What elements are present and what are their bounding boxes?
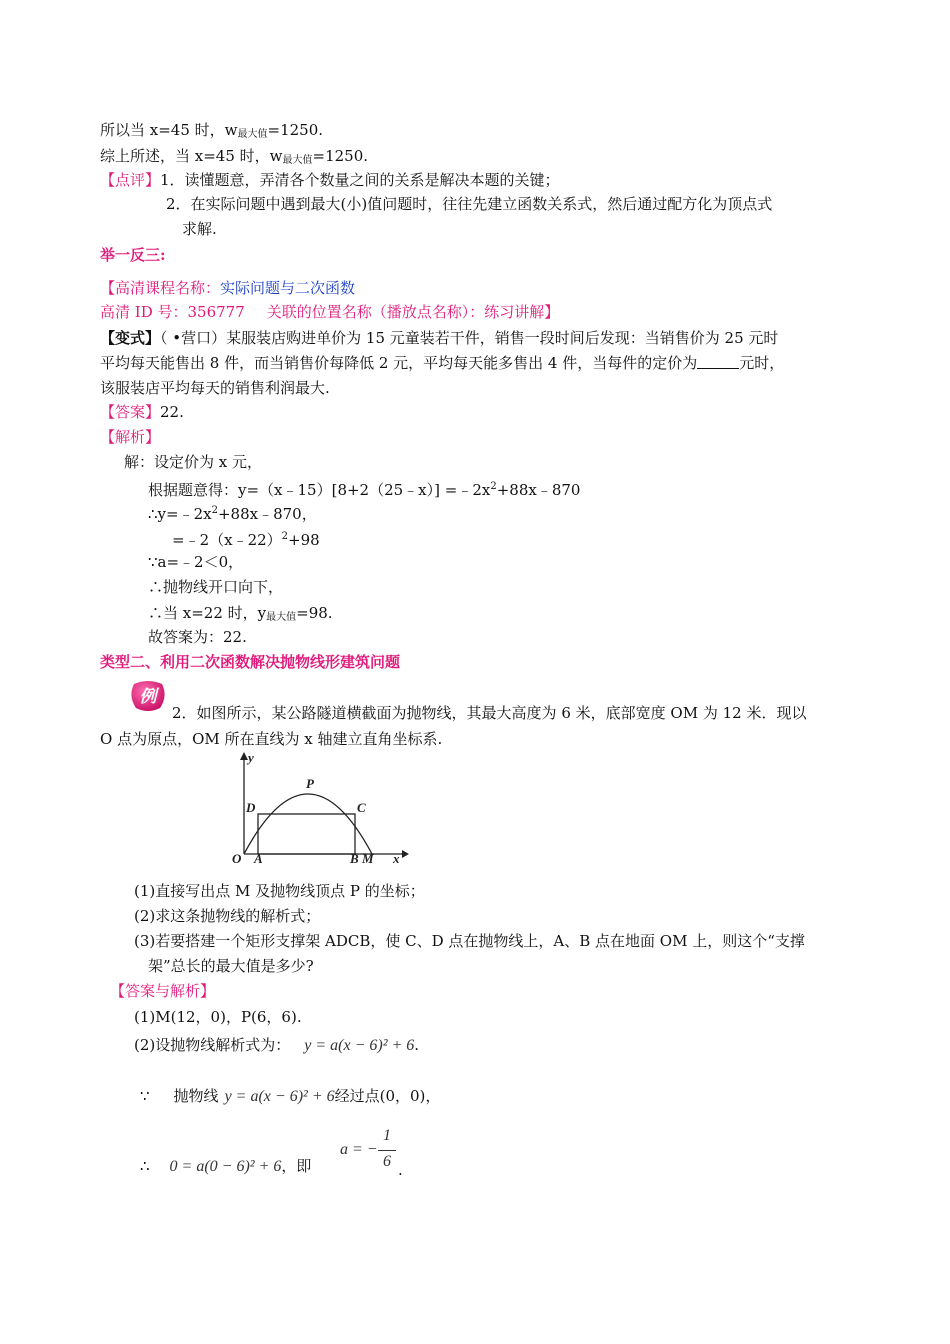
solution-line-7 [148, 603, 333, 628]
text: 综上所述，当 x=45 时， [100, 147, 270, 165]
superscript: 2 [281, 531, 289, 542]
id-line [100, 302, 559, 322]
line-max-value-1 [100, 120, 323, 145]
text: +98 [288, 531, 320, 549]
label-p: P [306, 776, 314, 791]
label-m: M [362, 851, 374, 866]
question-2: (2)求这条抛物线的解析式； [134, 907, 321, 925]
subscript: 最大值 [266, 612, 297, 623]
text-w: w [224, 121, 238, 139]
solution-line-1: 解：设定价为 x 元， [124, 453, 262, 471]
review-text-1: 1．读懂题意，弄清各个数量之间的关系是解决本题的关键； [160, 171, 560, 189]
solution-line-5: ∵a=﹣2＜0， [148, 553, 244, 571]
text-end: . [414, 1036, 420, 1054]
label-o: O [232, 851, 242, 866]
text: +88x﹣870 [496, 481, 581, 499]
text: ，即 [281, 1157, 312, 1175]
parabola-figure [226, 750, 411, 866]
practice-title: 举一反三: [100, 246, 166, 264]
text: 所以当 x=45 时， [100, 121, 225, 139]
example-badge-icon [128, 678, 168, 714]
fraction-numerator: 1 [383, 1127, 391, 1144]
label-b: B [350, 851, 359, 866]
type2-title: 类型二、利用二次函数解决抛物线形建筑问题 [100, 653, 401, 671]
badge-text: 例 [139, 687, 157, 707]
text-w: w [269, 147, 283, 165]
superscript: 2 [211, 505, 218, 516]
variant-text-2: 平均每天能售出 8 件，而当销售价每降低 2 元，平均每天能多售出 4 件，当每件的定价为 [100, 354, 698, 372]
text: 抛物线 [173, 1087, 219, 1105]
answer-2 [134, 1035, 419, 1056]
question-3-line-1: (3)若要搭建一个矩形支撑架 ADCB，使 C、D 点在抛物线上，A、B 点在地面 OM 上，则这个“支撑 [134, 932, 805, 950]
variant-tag: 【变式】 [100, 329, 161, 347]
answer-tag: 【答案】 [100, 403, 161, 421]
example-2-line-2: O 点为原点，OM 所在直线为 x 轴建立直角坐标系. [100, 730, 443, 748]
answer-1: (1)M(12，0)，P(6，6). [134, 1008, 302, 1026]
course-line [100, 278, 355, 298]
variant-line-2 [100, 353, 784, 373]
y-axis-arrow-icon [240, 752, 248, 760]
answer-line [100, 402, 184, 422]
support-rectangle [258, 814, 355, 854]
therefore-symbol: ∴ [140, 1157, 150, 1175]
answer-analysis-tag: 【答案与解析】 [110, 982, 216, 1000]
parabola-curve [244, 794, 372, 854]
question-3-line-2: 架”总长的最大值是多少? [148, 957, 314, 975]
variant-text-1: （ •营口）某服装店购进单价为 15 元童装若干件，销售一段时间后发现：当销售价为 25 元时 [160, 329, 779, 347]
solution-line-8: 故答案为：22. [148, 628, 247, 646]
solution-line-2 [148, 477, 580, 500]
text: ∴当 x=22 时，y [148, 604, 267, 622]
superscript: 2 [490, 481, 497, 492]
fraction-lhs: a = − [340, 1141, 378, 1158]
text-value: =1250. [267, 121, 324, 139]
text: =﹣2（x﹣22） [172, 531, 282, 549]
subscript: 最大值 [237, 129, 268, 140]
formula: y = a(x − 6)² + 6 [304, 1037, 415, 1054]
text: ∴y=﹣2x [148, 505, 212, 523]
therefore-line [140, 1156, 311, 1177]
subscript: 最大值 [282, 155, 313, 166]
label-y: y [248, 750, 254, 765]
review-line-2: 2．在实际问题中遇到最大(小)值问题时，往往先建立函数关系式，然后通过配方化为顶点式 [166, 195, 773, 213]
solution-line-4 [172, 527, 320, 550]
id-value: 356777 [187, 303, 245, 321]
because-line [140, 1086, 440, 1107]
review-tag: 【点评】 [100, 171, 161, 189]
answer-value: 22. [160, 403, 184, 421]
text: +88x﹣870， [217, 505, 317, 523]
formula: y = a(x − 6)² + 6 [224, 1088, 335, 1105]
label-c: C [357, 800, 366, 815]
example-2-line-1: 2．如图所示，某公路隧道横截面为抛物线，其最大高度为 6 米，底部宽度 OM 为 12 米．现以 [172, 704, 807, 722]
question-1: (1)直接写出点 M 及抛物线顶点 P 的坐标； [134, 882, 425, 900]
fraction-bar [378, 1150, 396, 1151]
id-label: 高清 ID 号： [100, 303, 188, 321]
text: 经过点(0，0)， [334, 1087, 441, 1105]
answer-blank [697, 354, 739, 369]
variant-line-3: 该服装店平均每天的销售利润最大. [100, 379, 330, 397]
analysis-tag: 【解析】 [100, 428, 161, 446]
fraction-end: . [398, 1161, 403, 1179]
review-line-3: 求解. [182, 220, 217, 238]
line-max-value-2 [100, 146, 368, 171]
solution-line-3 [148, 501, 317, 524]
text: 根据题意得：y=（x﹣15）[8+2（25﹣x）] =﹣2x [148, 481, 491, 499]
position-label: 关联的位置名称（播放点名称）：练习讲解】 [266, 303, 560, 321]
course-tag: 【高清课程名称： [100, 279, 221, 297]
review-line-1 [100, 170, 560, 190]
text: =98. [296, 604, 333, 622]
formula: 0 = a(0 − 6)² + 6 [169, 1158, 282, 1175]
course-name-link[interactable]: 实际问题与二次函数 [220, 279, 356, 297]
variant-text-2b: 元时， [739, 354, 785, 372]
solution-line-6: ∴抛物线开口向下， [148, 578, 284, 596]
label-a: A [254, 851, 263, 866]
label-d: D [246, 800, 256, 815]
label-x: x [393, 851, 400, 866]
x-axis-arrow-icon [402, 850, 409, 858]
text-value: =1250. [312, 147, 369, 165]
fraction-denominator: 6 [383, 1153, 391, 1170]
text: (2)设抛物线解析式为： [134, 1036, 291, 1054]
variant-line-1 [100, 328, 778, 348]
because-symbol: ∵ [140, 1087, 150, 1105]
